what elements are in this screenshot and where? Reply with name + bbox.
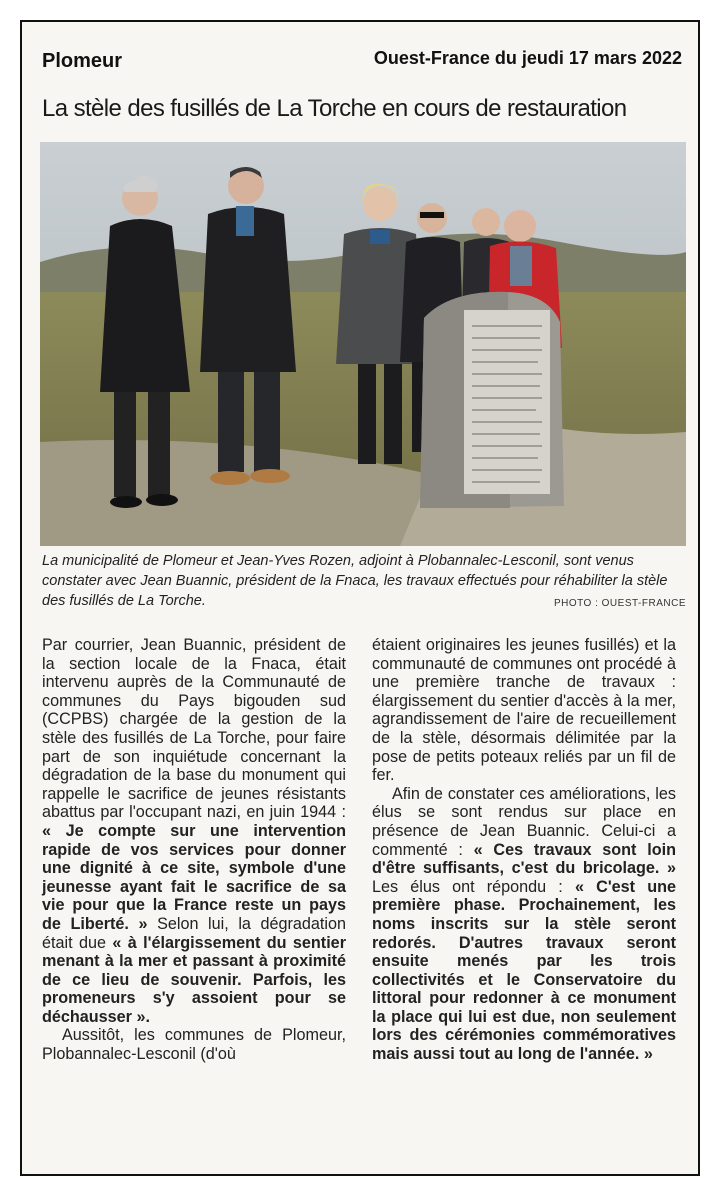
paragraph-3-text: Afin de constater ces améliorations, les élus se sont rendus sur place en présence de Jean Buannic. Celui-ci a commenté : bbox=[372, 784, 676, 859]
publication-info: Ouest-France du jeudi 17 mars 2022 bbox=[373, 48, 682, 68]
stele bbox=[420, 292, 564, 508]
paragraph-1-mid: Selon lui, la dégradation était due bbox=[42, 914, 346, 952]
section-label: Plomeur bbox=[42, 50, 123, 72]
quote-2: « à l'élargissement du sentier menant à la mer et passant à proximité de ce lieu de souvenir. Parfois, les promeneurs s'y assoient pour se déchausser ». bbox=[42, 933, 346, 1026]
paragraph-1 bbox=[42, 636, 346, 1026]
article-photo bbox=[40, 142, 686, 546]
photo-caption: La municipalité de Plomeur et Jean-Yves Rozen, adjoint à Plobannalec-Lesconil, sont venus constater avec Jean Buannic, président de la Fnaca, les travaux effectués pour réhabiliter la stèle des fusillés de La Torche. bbox=[42, 553, 668, 609]
paragraph-3 bbox=[372, 785, 676, 1064]
headline: La stèle des fusillés de La Torche en cours de restauration bbox=[42, 95, 627, 122]
quote-3: « Ces travaux sont loin d'être suffisants, c'est du bricolage. » bbox=[372, 840, 676, 878]
article-column-left bbox=[42, 636, 346, 1064]
article-header bbox=[42, 48, 682, 78]
quote-4: « C'est une première phase. Prochainement, les noms inscrits sur la stèle seront redorés. D'autres travaux seront ensuite menés par les trois collectivités et le Conservatoire du littoral pour redonner à ce monument la place qui lui est due, non seulement lors des cérémonies commémoratives mais aussi tout au long de l'année. » bbox=[372, 877, 676, 1064]
photo-credit: PHOTO : OUEST-FRANCE bbox=[553, 598, 686, 609]
paragraph-3-mid: Les élus ont répondu : bbox=[372, 877, 575, 896]
paragraph-2-continued: étaient originaires les jeunes fusillés) et la communauté de communes ont procédé à une première tranche de travaux : élargissement du sentier d'accès à la mer, agrandissement de l'aire de recueillement de la stèle, désormais délimitée par la pose de petits poteaux reliés par un fil de fer. bbox=[372, 636, 676, 785]
paragraph-1-text: Par courrier, Jean Buannic, président de la section locale de la Fnaca, était intervenu auprès de la Communauté de communes du Pays bigouden sud (CCPBS) chargée de la gestion de la stèle des fusillés de La Torche, pour faire part de son inquiétude concernant la dégradation de la base du monument qui rappelle le sacrifice de jeunes résistants abattus par l'occupant nazi, en juin 1944 : bbox=[42, 636, 346, 822]
article-column-right bbox=[372, 636, 676, 1064]
quote-1: « Je compte sur une intervention rapide de vos services pour donner une dignité à ce site, symbole d'une jeunesse ayant fait le sacrifice de sa vie pour que la France reste un pays de Liberté. » bbox=[42, 821, 346, 933]
paragraph-2: Aussitôt, les communes de Plomeur, Plobannalec-Lesconil (d'où bbox=[42, 1026, 346, 1064]
